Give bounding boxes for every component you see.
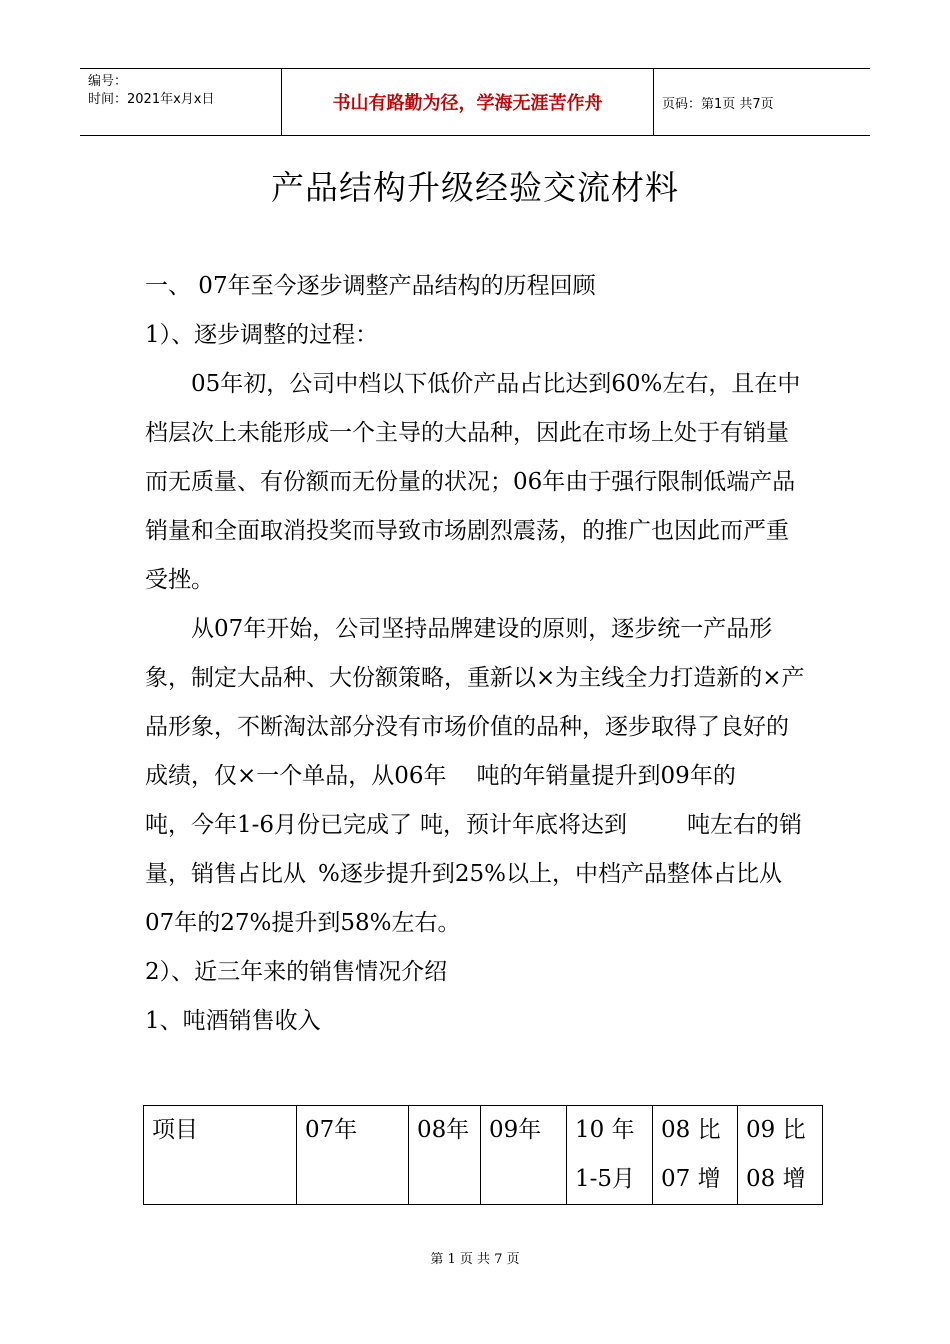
paragraph-2-part-c: 吨，今年1-6月份已完成了 — [145, 812, 413, 838]
section-heading: 一、 07年至今逐步调整产品结构的历程回顾 — [145, 273, 596, 299]
document-title: 产品结构升级经验交流材料 — [271, 168, 679, 207]
table-header-cell: 09 比 08 增 — [738, 1106, 823, 1205]
page-footer: 第 1 页 共 7 页 — [430, 1252, 520, 1267]
paragraph-1: 05年初，公司中档以下低价产品占比达到60%左右，且在中档层次上未能形成一个主导的大品种，因此在市场上处于有销量而无质量、有份额而无份量的状况；06年由于强行限制低端产品销量和全面取消投奖而导致市场剧烈震荡，的推广也因此而严重受挫。 — [145, 371, 801, 593]
page-header — [80, 68, 870, 136]
header-serial: 编号： — [88, 74, 128, 89]
table-header-cell: 09年 — [481, 1106, 567, 1205]
paragraph-2-part-f: %逐步提升到25%以上，中档产品整体占比从07年的27%提升到58%左右。 — [145, 861, 782, 936]
table-header-cell: 08 比 07 增 — [653, 1106, 738, 1205]
subsection-heading-2: 2）、近三年来的销售情况介绍 — [145, 959, 448, 985]
subsection-heading-3: 1、吨酒销售收入 — [145, 1008, 321, 1034]
paragraph-2-part-e: 吨左右的销量，销售占比从 — [145, 812, 803, 887]
table-header-cell: 07年 — [297, 1106, 409, 1205]
document-body — [145, 262, 810, 1046]
paragraph-2-part-b: 吨的年销量提升到09年的 — [476, 763, 736, 789]
header-motto: 书山有路勤为径，学海无涯苦作舟 — [282, 69, 654, 135]
table-header-row — [144, 1106, 823, 1205]
header-date: 时间：2021年x月x日 — [88, 92, 215, 107]
table-header-cell: 10 年 1-5月 — [567, 1106, 653, 1205]
header-page-info: 页码：第1页 共7页 — [662, 96, 774, 112]
paragraph-2-part-d: 吨，预计年底将达到 — [420, 812, 628, 838]
table-header-cell: 08年 — [409, 1106, 481, 1205]
paragraph-2-part-a: 从07年开始，公司坚持品牌建设的原则，逐步统一产品形象，制定大品种、大份额策略，重新以×为主线全力打造新的×产品形象，不断淘汰部分没有市场价值的品种，逐步取得了良好的成绩，仅×一个单品，从06年 — [145, 616, 805, 789]
table-header-cell: 项目 — [144, 1106, 297, 1205]
subsection-heading: 1）、逐步调整的过程： — [145, 322, 379, 348]
sales-table — [143, 1105, 823, 1205]
paragraph-2 — [145, 605, 810, 948]
header-meta — [80, 69, 282, 135]
